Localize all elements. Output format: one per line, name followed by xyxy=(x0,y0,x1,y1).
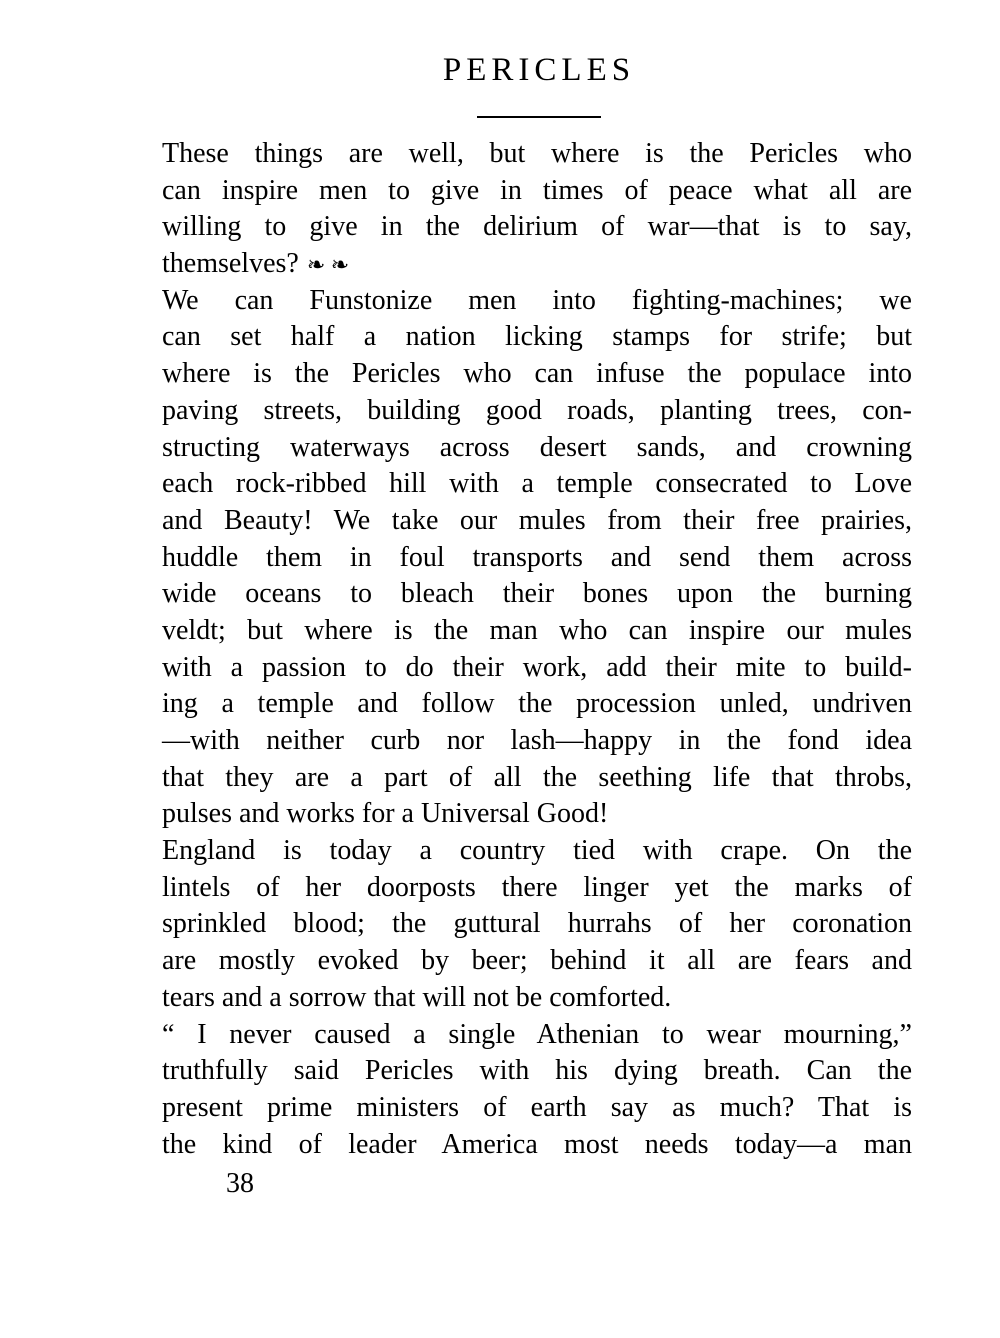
line-text: can set half a nation licking stamps for strife; but xyxy=(162,321,912,353)
line-text: “ I never caused a single Athenian to wear mourning,” xyxy=(162,1018,912,1050)
text-line xyxy=(162,723,912,760)
line-text: tears and a sorrow that will not be comforted. xyxy=(162,981,672,1013)
text-line xyxy=(162,650,912,687)
paragraph xyxy=(162,283,912,833)
header-rule xyxy=(477,116,601,118)
running-head: PERICLES xyxy=(442,52,636,88)
text-line xyxy=(162,136,912,173)
line-text: that they are a part of all the seething life that throbs, xyxy=(162,761,912,793)
line-text: present prime ministers of earth say as much? That is xyxy=(162,1091,912,1123)
text-line xyxy=(162,246,912,283)
text-line xyxy=(162,173,912,210)
line-text: and Beauty! We take our mules from their free prairies, xyxy=(162,504,912,536)
line-text: the kind of leader America most needs today—a man xyxy=(162,1128,912,1160)
text-line xyxy=(162,760,912,797)
paragraph xyxy=(162,1017,912,1164)
line-text: are mostly evoked by beer; behind it all are fears and xyxy=(162,945,912,977)
line-text: can inspire men to give in times of peace what all are xyxy=(162,174,912,206)
line-text: each rock-ribbed hill with a temple consecrated to Love xyxy=(162,468,912,500)
text-line xyxy=(162,980,912,1017)
body-text xyxy=(162,136,912,1163)
line-text: wide oceans to bleach their bones upon the burning xyxy=(162,578,912,610)
text-line xyxy=(162,576,912,613)
text-line xyxy=(162,393,912,430)
line-text: We can Funstonize men into fighting-machines; we xyxy=(162,284,912,316)
text-line xyxy=(162,319,912,356)
text-line xyxy=(162,1090,912,1127)
paragraph xyxy=(162,136,912,283)
leaf-ornament-icon: ❧ ❧ xyxy=(306,252,350,278)
line-text: sprinkled blood; the guttural hurrahs of her coronation xyxy=(162,908,912,940)
line-text: lintels of her doorposts there linger yet the marks of xyxy=(162,871,912,903)
line-text: willing to give in the delirium of war—that is to say, xyxy=(162,211,912,243)
line-text: truthfully said Pericles with his dying breath. Can the xyxy=(162,1055,912,1087)
text-line xyxy=(162,833,912,870)
text-line xyxy=(162,1127,912,1164)
paragraph xyxy=(162,833,912,1016)
text-line xyxy=(162,466,912,503)
line-text: These things are well, but where is the Pericles who xyxy=(162,138,912,169)
line-text: paving streets, building good roads, planting trees, con- xyxy=(162,394,912,426)
text-line xyxy=(162,503,912,540)
text-line xyxy=(162,1017,912,1054)
text-line xyxy=(162,943,912,980)
text-line xyxy=(162,540,912,577)
text-line xyxy=(162,430,912,467)
line-text: with a passion to do their work, add their mite to build- xyxy=(162,651,912,683)
text-line xyxy=(162,1053,912,1090)
line-text: huddle them in foul transports and send them across xyxy=(162,541,912,573)
text-line xyxy=(162,613,912,650)
line-text: where is the Pericles who can infuse the populace into xyxy=(162,358,912,390)
text-line xyxy=(162,356,912,393)
line-text: themselves? xyxy=(162,248,299,280)
line-text: pulses and works for a Universal Good! xyxy=(162,798,609,830)
text-line xyxy=(162,870,912,907)
page-number: 38 xyxy=(226,1168,254,1199)
line-text: ing a temple and follow the procession unled, undriven xyxy=(162,688,912,720)
line-text: structing waterways across desert sands, and crowning xyxy=(162,431,912,463)
text-line xyxy=(162,209,912,246)
text-line xyxy=(162,283,912,320)
line-text: England is today a country tied with crape. On the xyxy=(162,835,912,867)
text-line xyxy=(162,686,912,723)
line-text: —with neither curb nor lash—happy in the fond idea xyxy=(162,725,912,756)
text-line xyxy=(162,906,912,943)
line-text: veldt; but where is the man who can inspire our mules xyxy=(162,614,912,646)
text-line xyxy=(162,796,912,833)
